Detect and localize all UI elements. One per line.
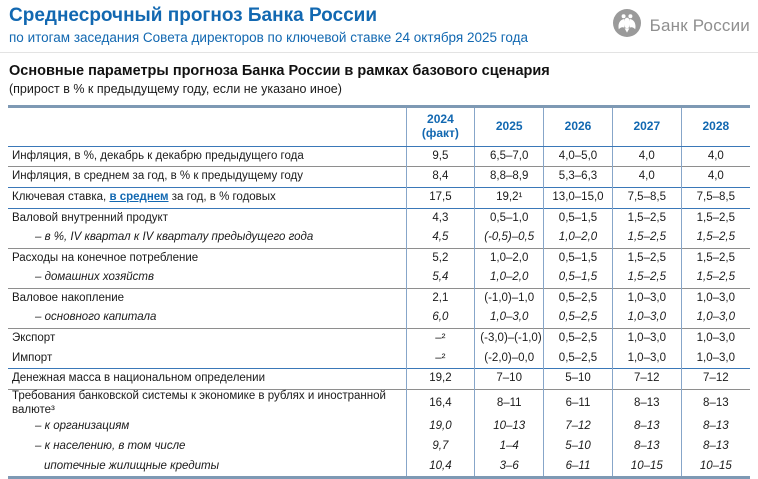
value-cell: 1,0–3,0 [475, 309, 544, 329]
value-cell: 8–13 [612, 418, 681, 438]
value-cell: 1,5–2,5 [612, 248, 681, 268]
value-cell: 0,5–2,5 [544, 329, 613, 349]
header-divider [0, 52, 758, 53]
row-label: Валовое накопление [8, 289, 406, 309]
table-row [8, 268, 750, 288]
value-cell: 8–13 [612, 389, 681, 417]
table-row [8, 289, 750, 309]
row-label: Ключевая ставка, в среднем за год, в % годовых [8, 188, 406, 209]
value-cell: 1,0–3,0 [612, 309, 681, 329]
value-cell: 1,0–3,0 [681, 289, 750, 309]
value-cell: 9,5 [406, 146, 475, 167]
value-cell: 1,0–3,0 [681, 309, 750, 329]
row-label: Инфляция, в среднем за год, в % к предыдущему году [8, 167, 406, 188]
value-cell: 0,5–2,5 [544, 309, 613, 329]
value-cell: 4,0 [612, 167, 681, 188]
value-cell: (-3,0)–(-1,0) [475, 329, 544, 349]
forecast-table [8, 105, 750, 479]
value-cell: 17,5 [406, 188, 475, 209]
value-cell: 0,5–1,5 [544, 248, 613, 268]
value-cell: 1,0–3,0 [681, 329, 750, 349]
value-cell: 8,8–8,9 [475, 167, 544, 188]
value-cell: 1,5–2,5 [681, 228, 750, 248]
value-cell: 10–15 [612, 457, 681, 478]
value-cell: 1,0–3,0 [612, 289, 681, 309]
value-cell: 2,1 [406, 289, 475, 309]
value-cell: 0,5–2,5 [544, 289, 613, 309]
row-label: Импорт [12, 351, 53, 364]
header-cell-year: 2024 (факт) [406, 106, 475, 146]
value-cell: 4,5 [406, 228, 475, 248]
table-row [8, 418, 750, 438]
row-label: Требования банковской системы к экономике в рублях и иностранной валюте³ [8, 389, 406, 417]
value-cell: 7–12 [544, 418, 613, 438]
row-label: Денежная масса в национальном определении [8, 369, 406, 390]
table-row [8, 248, 750, 268]
key-rate-average-link[interactable]: в среднем [109, 190, 169, 203]
header-cell-year: 2028 [681, 106, 750, 146]
value-cell: –² [406, 329, 475, 349]
row-label: Инфляция, в %, декабрь к декабрю предыдущего года [12, 149, 304, 162]
value-cell: 1,5–2,5 [681, 208, 750, 228]
value-cell: 1,0–2,0 [475, 268, 544, 288]
value-cell: 1,5–2,5 [681, 248, 750, 268]
value-cell: 1,5–2,5 [681, 268, 750, 288]
value-cell: 19,2¹ [475, 188, 544, 209]
value-cell: 19,0 [406, 418, 475, 438]
value-cell: 8–13 [681, 437, 750, 457]
table-row [8, 437, 750, 457]
row-label: – в %, IV квартал к IV кварталу предыдущего года [35, 231, 314, 244]
value-cell: 5,4 [406, 268, 475, 288]
row-label: Экспорт [8, 329, 406, 349]
value-cell: 5,3–6,3 [544, 167, 613, 188]
value-cell: 13,0–15,0 [544, 188, 613, 209]
value-cell: 4,0–5,0 [544, 146, 613, 167]
value-cell: 8–13 [681, 418, 750, 438]
forecast-table-body [8, 146, 750, 478]
section-title: Основные параметры прогноза Банка России в рамках базового сценария [9, 62, 550, 79]
value-cell: 10–13 [475, 418, 544, 438]
row-label: Валовой внутренний продукт [8, 208, 406, 228]
table-row [8, 146, 750, 167]
bank-of-russia-logo [612, 8, 752, 43]
value-cell: 8,4 [406, 167, 475, 188]
value-cell: 6,0 [406, 309, 475, 329]
table-row [8, 188, 750, 209]
value-cell: (-0,5)–0,5 [475, 228, 544, 248]
value-cell: 5–10 [544, 437, 613, 457]
value-cell: 1,5–2,5 [612, 228, 681, 248]
table-row [8, 167, 750, 188]
value-cell: 0,5–1,5 [544, 268, 613, 288]
value-cell: 6–11 [544, 457, 613, 478]
header-cell-indicator [8, 106, 406, 146]
page-header [0, 0, 758, 45]
value-cell: 19,2 [406, 369, 475, 390]
table-row [8, 369, 750, 390]
value-cell: 6,5–7,0 [475, 146, 544, 167]
value-cell: 7–12 [681, 369, 750, 390]
value-cell: 7,5–8,5 [612, 188, 681, 209]
value-cell: 4,0 [681, 167, 750, 188]
section-note: (прирост в % к предыдущему году, если не указано иное) [9, 81, 342, 96]
table-row [8, 228, 750, 248]
row-label: – домашних хозяйств [35, 271, 154, 284]
value-cell: 4,0 [612, 146, 681, 167]
value-cell: 1,0–2,0 [544, 228, 613, 248]
header-cell-year: 2026 [544, 106, 613, 146]
value-cell: 1,5–2,5 [612, 208, 681, 228]
value-cell: 1,0–2,0 [475, 248, 544, 268]
value-cell: 1,0–3,0 [612, 349, 681, 369]
value-cell: 6–11 [544, 389, 613, 417]
forecast-table-head [8, 106, 750, 146]
value-cell: 8–11 [475, 389, 544, 417]
page-subtitle: по итогам заседания Совета директоров по ключевой ставке 24 октября 2025 года [9, 29, 528, 45]
value-cell: 9,7 [406, 437, 475, 457]
page-title: Среднесрочный прогноз Банка России [9, 5, 378, 26]
header-cell-year: 2027 [612, 106, 681, 146]
value-cell: (-1,0)–1,0 [475, 289, 544, 309]
row-label: – к населению, в том числе [35, 440, 186, 453]
value-cell: 7–12 [612, 369, 681, 390]
value-cell: 7–10 [475, 369, 544, 390]
value-cell: 4,0 [681, 146, 750, 167]
value-cell: 7,5–8,5 [681, 188, 750, 209]
title-block [9, 5, 528, 45]
value-cell: 10,4 [406, 457, 475, 478]
value-cell: 4,3 [406, 208, 475, 228]
row-label: – к организациям [35, 420, 130, 433]
bank-emblem-icon [612, 8, 642, 43]
value-cell: 0,5–1,0 [475, 208, 544, 228]
table-row [8, 208, 750, 228]
header-row [8, 106, 750, 146]
row-label: Расходы на конечное потребление [8, 248, 406, 268]
value-cell: 1,0–3,0 [681, 349, 750, 369]
value-cell: 0,5–2,5 [544, 349, 613, 369]
header-cell-year: 2025 [475, 106, 544, 146]
value-cell: –² [406, 349, 475, 369]
table-row [8, 389, 750, 417]
value-cell: 3–6 [475, 457, 544, 478]
value-cell: 10–15 [681, 457, 750, 478]
value-cell: 0,5–1,5 [544, 208, 613, 228]
table-row [8, 329, 750, 349]
value-cell: 1–4 [475, 437, 544, 457]
value-cell: 1,5–2,5 [612, 268, 681, 288]
value-cell: 5–10 [544, 369, 613, 390]
value-cell: 16,4 [406, 389, 475, 417]
row-label: ипотечные жилищные кредиты [44, 459, 220, 472]
table-row [8, 309, 750, 329]
row-label: – основного капитала [35, 311, 157, 324]
table-row [8, 457, 750, 478]
table-row [8, 349, 750, 369]
value-cell: 5,2 [406, 248, 475, 268]
value-cell: (-2,0)–0,0 [475, 349, 544, 369]
value-cell: 8–13 [681, 389, 750, 417]
value-cell: 8–13 [612, 437, 681, 457]
bank-logo-text: Банк России [649, 15, 750, 35]
value-cell: 1,0–3,0 [612, 329, 681, 349]
